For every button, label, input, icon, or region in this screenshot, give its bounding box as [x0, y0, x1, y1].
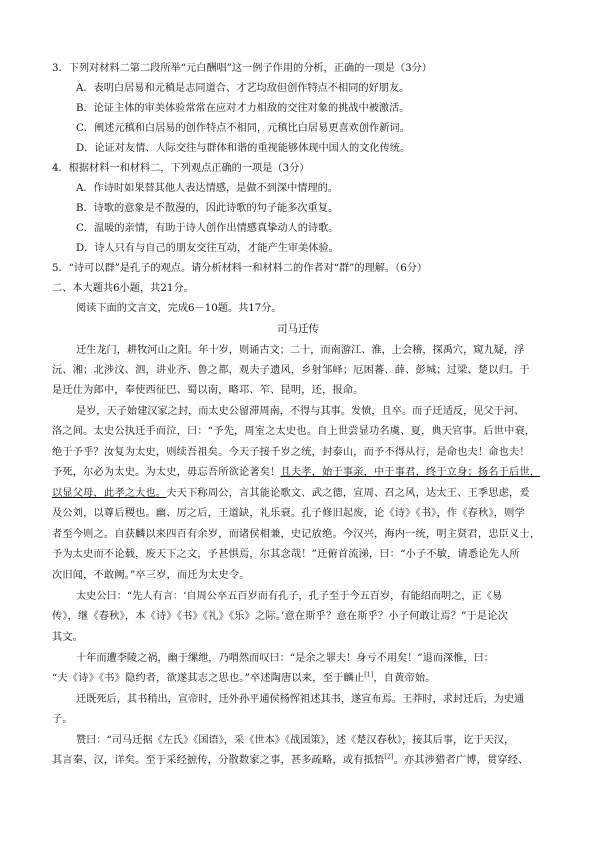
passage-line: 者至今则之。自获麟以来四百有余岁，而诸侯相兼，史记放绝。今汉兴，海内一统，明主贤君，忠臣义士，: [52, 529, 541, 540]
passage-line: [52, 466, 540, 479]
section-heading: 二、本大题共6小题，共21分。: [52, 283, 194, 294]
passage-text: 其言秦、汉，详矣。至于采经摭传，分散数家之事，甚多疏略，或有抵牾: [52, 755, 385, 766]
passage-line: 绝于予乎？汝复为太史，则续吾祖矣。今天子接千岁之统，封泰山，而予不得从行，是命也夫！命也夫！: [52, 447, 530, 458]
passage-line: 次旧闻，不敢阙。”卒三岁，而迁为太史令。: [52, 570, 250, 581]
passage-line: [52, 672, 436, 685]
passage-line: 其文。: [52, 632, 84, 643]
passage-line: 迁生龙门，耕牧河山之阳。年十岁，则诵古文；二十，而南游江、淮，上会稽，探禹穴，窥九疑，浮: [76, 345, 525, 356]
passage-title: 司马迁传: [277, 323, 319, 335]
underlined-sentence: 以显父母，此孝之大也。: [52, 488, 167, 499]
footnote-marker: [1]: [364, 671, 374, 679]
passage-line: 赞曰：“司马迁据《左氏》《国语》，采《世本》《战国策》，述《楚汉春秋》，接其后事，讫于天汉，: [76, 735, 515, 746]
passage-line: 洛之间。太史公执迁手而泣，曰：“予先，周室之太史也。自上世尝显功名虞、夏，典天官事。后世中衰，: [52, 426, 536, 437]
question-4-option-b: B．诗歌的意象是不散漫的，因此诗歌的句子能多次重复。: [76, 203, 339, 214]
question-4-option-a: A．作诗时如果替其他人表达情感，是做不到深中情理的。: [76, 183, 339, 194]
footnote-marker: [2]: [384, 753, 394, 761]
passage-text: ，自黄帝始。: [373, 673, 436, 684]
question-4-option-c: C．温暖的亲情，有助于诗人创作出情感真挚动人的诗歌。: [76, 223, 339, 234]
question-3-option-a: A．表明白居易和元稹是志同道合、才艺均敌但创作特点不相同的好朋友。: [76, 83, 410, 94]
question-3-option-d: D．论证对友情、人际交往与群体和谐的重视能够体现中国人的文化传统。: [76, 143, 411, 154]
passage-line: 迁既死后，其书稍出，宣帝时，迁外孙平通侯杨恽祖述其书，遂宣布焉。王莽时，求封迁后，为史通: [76, 694, 525, 705]
passage-line: [52, 487, 530, 500]
reading-instruction: 阅读下面的文言文，完成6－10题。共17分。: [76, 303, 282, 314]
passage-line: 是迁仕为郎中，奉使西征巴、蜀以南，略邛、笮、昆明，还，报命。: [52, 385, 364, 396]
passage-text: “夫《诗》《书》隐约者，欲遂其志之思也。”卒述陶唐以来，至于麟止: [52, 673, 365, 684]
passage-text: 。亦其涉猎者广博，贯穿经、: [393, 755, 529, 766]
passage-text: 夫天下称周公，言其能论歌文、武之德，宣周、召之风，达太王、王季思虑，爰: [166, 488, 530, 499]
passage-line: [52, 754, 529, 767]
passage-line: 传》，继《春秋》，本《诗》《书》《礼》《乐》之际。’意在斯乎？意在斯乎？小子何敢让焉？”于是论次: [52, 611, 509, 622]
underlined-sentence: 且夫孝，始于事亲，中于事君，终于立身；扬名于后世，: [280, 467, 541, 478]
question-5-stem: 5．“诗可以群”是孔子的观点。请分析材料一和材料二的作者对“群”的理解。（6分）: [52, 263, 428, 274]
question-4-stem: 4．根据材料一和材料二，下列观点正确的一项是（3分）: [52, 163, 310, 174]
question-3-stem: 3．下列对材料二第二段所举“元白酬唱”这一例子作用的分析，正确的一项是（3分）: [52, 63, 432, 74]
passage-line: 是岁，天子始建汉家之封，而太史公留滞周南，不得与其事。发愤，且卒。而子迁适反，见父于河、: [76, 406, 525, 417]
passage-line: 太史公曰：“先人有言：‘自周公卒五百岁而有孔子，孔子至于今五百岁，有能绍而明之，正《易: [76, 591, 503, 602]
passage-line: 予为太史而不论载，废天下之文，予甚惧焉，尔其念哉！”迁俯首流涕，曰：“小子不敏，请悉论先人所: [52, 549, 520, 560]
passage-line: 沅、湘；北涉汶、泗，讲业齐、鲁之都，观夫子遗风，乡射邹峄；厄困蕃、薛、彭城；过梁、楚以归。于: [52, 365, 530, 376]
question-3-option-b: B．论证主体的审美体验常常在应对才力相敌的交往对象的挑战中被激活。: [76, 103, 410, 114]
passage-line: 子。: [52, 714, 73, 725]
question-3-option-c: C．阐述元稹和白居易的创作特点不相同，元稹比白居易更喜欢创作新词。: [76, 123, 410, 134]
passage-line: 及公刘，以尊后稷也。幽、厉之后，王道缺，礼乐衰。孔子修旧起废，论《诗》《书》，作《春秋》，则学: [52, 508, 525, 519]
passage-line: 十年而遭李陵之祸，幽于缧绁，乃喟然而叹曰：“是余之罪夫！身亏不用矣！”退而深惟，曰：: [76, 653, 494, 664]
passage-text: 予死，尔必为太史。为太史，毋忘吾所欲论著矣！: [52, 467, 281, 478]
question-4-option-d: D．诗人只有与自己的朋友交往互动，才能产生审美体验。: [76, 243, 339, 254]
